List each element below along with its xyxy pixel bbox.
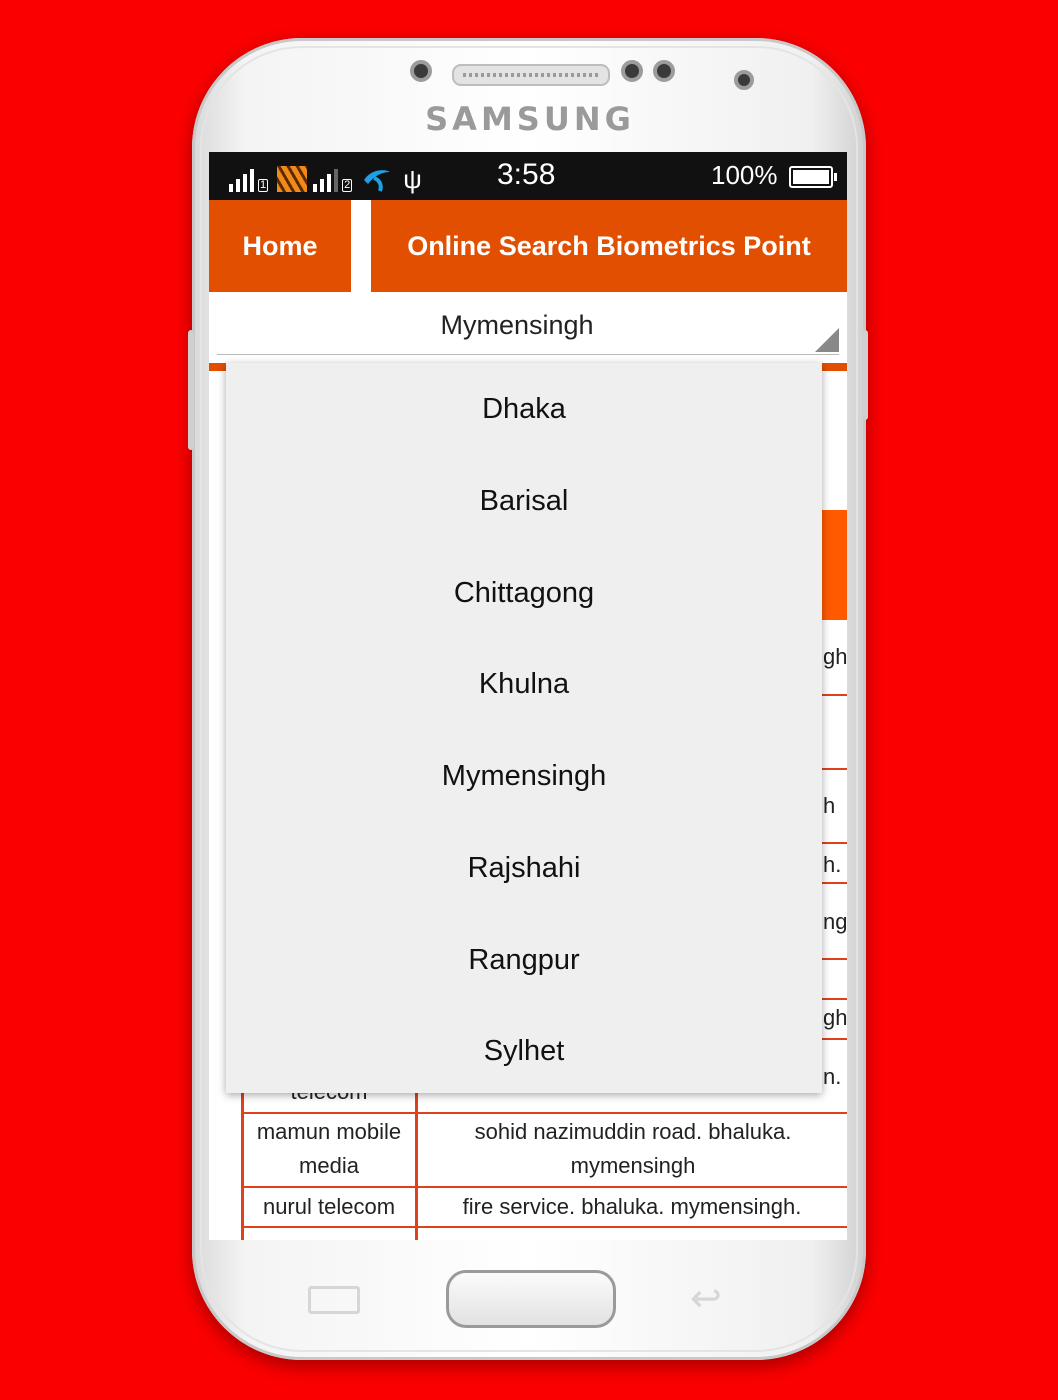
dropdown-option-mymensingh[interactable]: Mymensingh [441, 759, 607, 792]
sensor-icon [621, 60, 643, 82]
table-cell-name: nurul telecom [262, 1194, 396, 1219]
home-tab[interactable]: Home [209, 200, 351, 292]
sim1-icon: 1 [260, 179, 267, 191]
dropdown-option-barisal[interactable]: Barisal [479, 484, 569, 517]
front-camera-icon [410, 60, 432, 82]
table-cell-fragment: ng [823, 909, 847, 934]
sensor-icon [653, 60, 675, 82]
battery-icon [789, 166, 833, 188]
division-select-value: Mymensingh [440, 310, 594, 340]
online-search-tab[interactable]: Online Search Biometrics Point [371, 200, 847, 292]
table-cell-fragment: h [823, 793, 836, 818]
clock: 3:58 [497, 158, 556, 191]
sensor-icon [734, 70, 754, 90]
carrier-logo-icon [362, 166, 392, 192]
usb-icon: ψ [403, 164, 422, 194]
dropdown-option-sylhet[interactable]: Sylhet [483, 1034, 565, 1067]
table-cell-fragment: h. [823, 852, 842, 877]
table-row-divider [241, 1112, 847, 1114]
division-dropdown-list [226, 363, 822, 1093]
table-cell-fragment: gh [823, 1005, 847, 1030]
brand-logo: SAMSUNG [425, 100, 635, 138]
earpiece-speaker [452, 64, 610, 86]
signal2-icon [313, 184, 317, 192]
division-select[interactable] [217, 298, 839, 355]
dropdown-option-khulna[interactable]: Khulna [478, 667, 570, 700]
dropdown-option-chittagong[interactable]: Chittagong [453, 576, 595, 609]
table-cell-name: mamun mobile media [256, 1119, 402, 1178]
battery-percentage: 100% [711, 160, 778, 190]
table-cell-address: sohid nazimuddin road. bhaluka. mymensingh [474, 1119, 792, 1178]
carrier-logo-icon [277, 166, 307, 192]
power-button [862, 330, 868, 420]
dropdown-option-rangpur[interactable]: Rangpur [468, 943, 580, 976]
dropdown-option-rajshahi[interactable]: Rajshahi [467, 851, 581, 884]
sim2-icon: 2 [344, 179, 351, 191]
signal-icon [229, 184, 233, 192]
table-cell-fragment: n. [823, 1064, 842, 1089]
table-cell-fragment: gh [823, 644, 847, 669]
table-cell-address: fire service. bhaluka. mymensingh. [462, 1194, 802, 1219]
volume-button [188, 330, 194, 450]
back-key-icon[interactable]: ↩ [690, 1276, 722, 1320]
table-row-divider [241, 1186, 847, 1188]
menu-key-icon[interactable] [308, 1286, 360, 1314]
dropdown-option-dhaka[interactable]: Dhaka [482, 392, 566, 425]
dropdown-arrow-icon [815, 328, 839, 352]
status-icons [229, 162, 422, 192]
table-row-divider [241, 1226, 847, 1228]
hardware-home-button[interactable] [446, 1270, 616, 1328]
status-bar [209, 152, 847, 200]
